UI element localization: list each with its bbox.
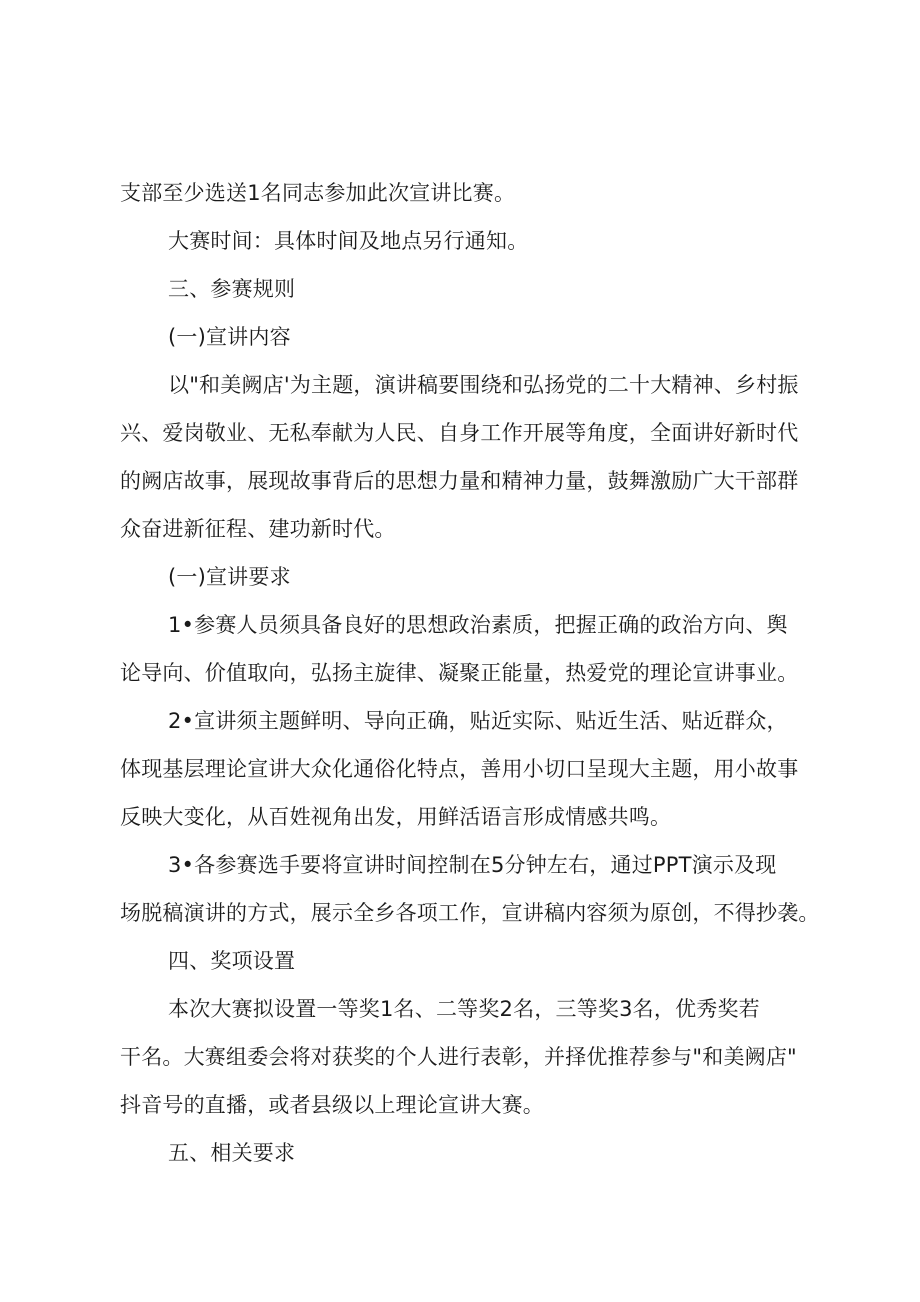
text-line: 以"和美阙店'为主题，演讲稿要围绕和弘扬党的二十大精神、乡村振 [168, 373, 799, 397]
text-line: 大赛时间：具体时间及地点另行通知。 [168, 229, 529, 253]
text-line: 3•各参赛选手要将宣讲时间控制在5分钟左右，通过PPT演示及现 [168, 853, 777, 877]
subsection-heading: (一)宣讲内容 [168, 325, 291, 349]
text-line: 兴、爱岗敬业、无私奉献为人民、自身工作开展等角度，全面讲好新时代 [120, 421, 799, 445]
text-line: 反映大变化，从百姓视角出发，用鲜活语言形成情感共鸣。 [120, 805, 672, 829]
text-line: 体现基层理论宣讲大众化通俗化特点，善用小切口呈现大主题，用小故事 [120, 757, 799, 781]
text-line: 干名。大赛组委会将对获奖的个人进行表彰，并择优推荐参与"和美阙店" [120, 1045, 797, 1069]
text-line: 1•参赛人员须具备良好的思想政治素质，把握正确的政治方向、舆 [168, 613, 788, 637]
text-line: 本次大赛拟设置一等奖1名、二等奖2名，三等奖3名，优秀奖若 [168, 997, 760, 1021]
text-line: 的阙店故事，展现故事背后的思想力量和精神力量，鼓舞激励广大干部群 [120, 469, 799, 493]
text-line: 场脱稿演讲的方式，展示全乡各项工作，宣讲稿内容须为原创，不得抄袭。 [120, 901, 820, 925]
document-body [120, 169, 825, 1177]
section-heading: 四、奖项设置 [168, 949, 296, 973]
text-line: 2•宣讲须主题鲜明、导向正确，贴近实际、贴近生活、贴近群众， [168, 709, 788, 733]
text-line: 众奋进新征程、建功新时代。 [120, 517, 396, 541]
text-line: 论导向、价值取向，弘扬主旋律、凝聚正能量，热爱党的理论宣讲事业。 [120, 661, 799, 685]
section-heading: 三、参赛规则 [168, 277, 296, 301]
text-line: 抖音号的直播，或者县级以上理论宣讲大赛。 [120, 1093, 544, 1117]
section-heading: 五、相关要求 [168, 1141, 296, 1165]
text-line: 支部至少选送1名同志参加此次宣讲比赛。 [120, 181, 516, 205]
subsection-heading: (一)宣讲要求 [168, 565, 291, 589]
